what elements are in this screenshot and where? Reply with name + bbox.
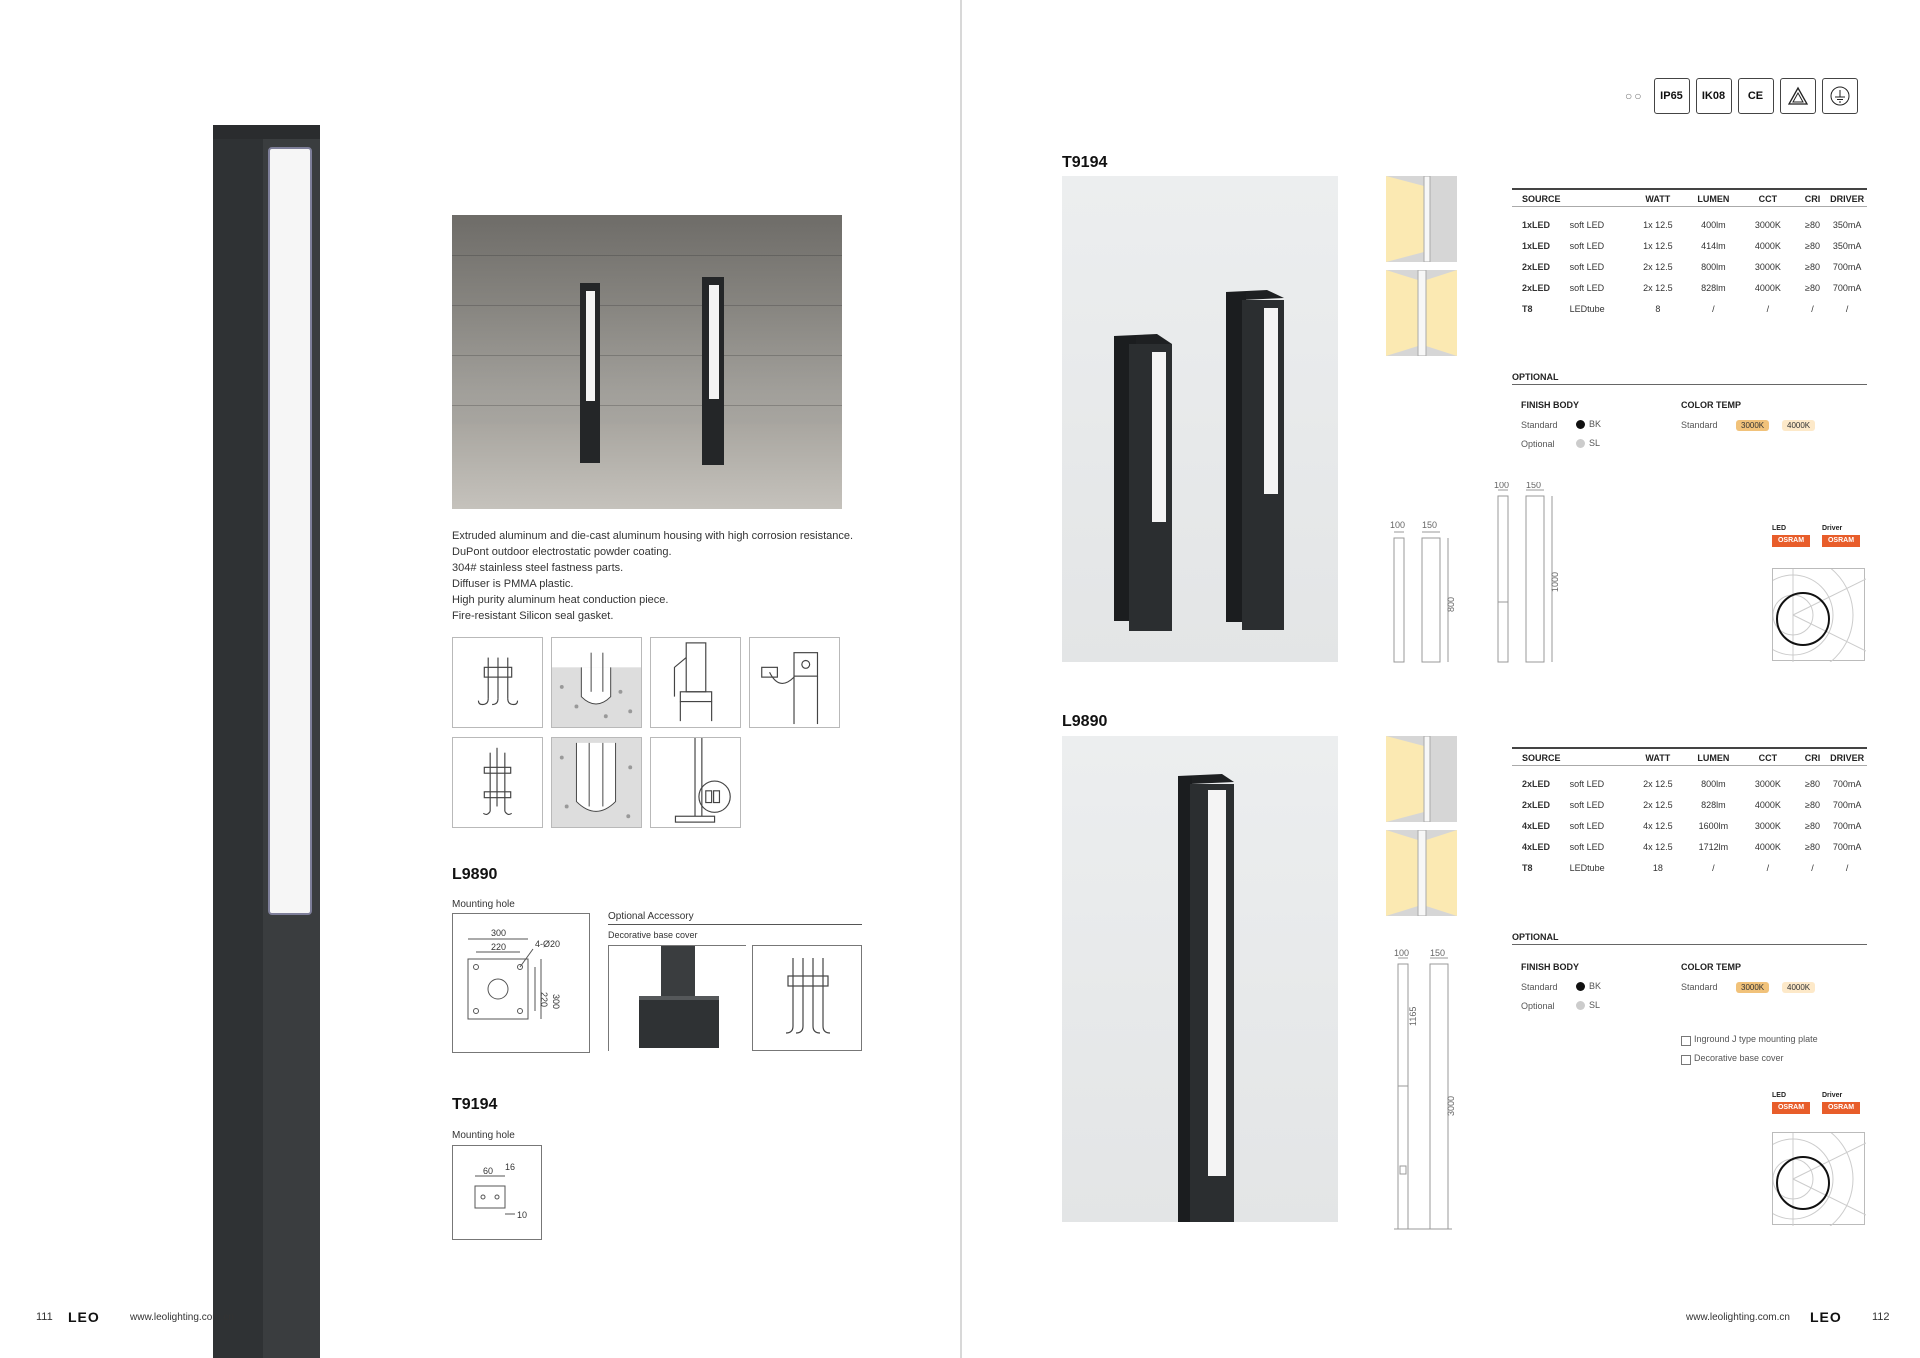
brand-logo: LEO xyxy=(68,1309,100,1325)
l9890-beam-pattern-single xyxy=(1386,736,1457,822)
t9194-mounting-label: Mounting hole xyxy=(452,1130,515,1141)
cct-3000k-chip: 3000K xyxy=(1736,420,1769,431)
optional-label: Optional xyxy=(1521,439,1555,449)
decorative-base-label: Decorative base cover xyxy=(608,930,698,940)
feature-line: Fire-resistant Silicon seal gasket. xyxy=(452,610,614,622)
page-number-left: 111 xyxy=(36,1311,53,1323)
t9194-mounting-title: T9194 xyxy=(452,1096,498,1113)
finish-body-label: FINISH BODY xyxy=(1521,962,1580,972)
feature-line: Extruded aluminum and die-cast aluminum housing with high corrosion resistance. xyxy=(452,530,854,542)
t9194-optional-title: OPTIONAL xyxy=(1512,372,1867,385)
dim-side-inner: 220 xyxy=(539,992,549,1008)
t9194-dimension-drawing xyxy=(1388,482,1568,668)
led-brand-label: LED xyxy=(1772,1092,1786,1099)
dim-h2: 3000 xyxy=(1446,1095,1456,1116)
pole-shadow-side xyxy=(213,139,263,1358)
base-cover-label: Decorative base cover xyxy=(1694,1053,1784,1063)
spec-row: 2xLED soft LED 2x 12.5 800lm 3000K ≥80 700mA xyxy=(1522,262,1862,272)
class-dots-icon: ○○ xyxy=(1625,89,1644,103)
feature-line: High purity aluminum heat conduction piece. xyxy=(452,594,669,606)
dim-w1: 100 xyxy=(1390,520,1406,530)
standard-label: Standard xyxy=(1521,982,1558,992)
finish-bk-option: BK xyxy=(1576,981,1601,991)
l9890-beam-pattern-double xyxy=(1386,830,1457,916)
dim-a: 60 xyxy=(483,1166,494,1176)
dim-w2b: 150 xyxy=(1526,482,1542,490)
cct-4000k-chip: 4000K xyxy=(1782,420,1815,431)
foundation-section-diagram xyxy=(551,737,642,828)
osram-led-logo: OSRAM xyxy=(1772,535,1810,547)
decorative-base-image xyxy=(608,945,746,1051)
spec-row: T8 LEDtube 18 / / / / xyxy=(1522,863,1849,873)
driver-brand-label: Driver xyxy=(1822,1092,1843,1099)
beam-pattern-single xyxy=(1386,176,1457,262)
brand-logo-right: LEO xyxy=(1810,1309,1842,1325)
spec-header-row: SOURCE WATT LUMEN CCT CRI DRIVER xyxy=(1512,188,1867,207)
l9890-polar-diagram xyxy=(1772,1132,1865,1225)
standard-label: Standard xyxy=(1521,420,1558,430)
cct-standard-label: Standard xyxy=(1681,420,1718,430)
t9194-product-photo xyxy=(1062,176,1338,662)
t9194-spec-table xyxy=(1512,188,1867,320)
installation-photo xyxy=(452,215,842,509)
finish-sl-option: SL xyxy=(1576,1000,1600,1010)
feature-line: 304# stainless steel fastness parts. xyxy=(452,562,624,574)
spec-row: 2xLED soft LED 2x 12.5 828lm 4000K ≥80 700mA xyxy=(1522,800,1862,810)
product-title-t9194: T9194 xyxy=(1062,154,1108,171)
finish-body-label: FINISH BODY xyxy=(1521,400,1580,410)
color-temp-label: COLOR TEMP xyxy=(1681,962,1741,972)
dim-outer: 300 xyxy=(491,928,507,938)
l9890-spec-table xyxy=(1512,747,1867,879)
spec-row: 1xLED soft LED 1x 12.5 400lm 3000K ≥80 350mA xyxy=(1522,220,1862,230)
dim-inner: 220 xyxy=(491,942,507,952)
spec-row: 1xLED soft LED 1x 12.5 414lm 4000K ≥80 350mA xyxy=(1522,241,1862,251)
finish-sl-option: SL xyxy=(1576,438,1600,448)
driver-brand-label: Driver xyxy=(1822,525,1843,532)
osram-driver-logo: OSRAM xyxy=(1822,1102,1860,1114)
l9890-dimension-drawing xyxy=(1390,946,1470,1236)
spec-header-row: SOURCE WATT LUMEN CCT CRI DRIVER xyxy=(1512,747,1867,766)
color-temp-label: COLOR TEMP xyxy=(1681,400,1741,410)
feature-line: Diffuser is PMMA plastic. xyxy=(452,578,574,590)
class-ii-icon xyxy=(1780,78,1816,114)
l9890-optional-title: OPTIONAL xyxy=(1512,932,1867,945)
base-cover-checkbox[interactable] xyxy=(1681,1055,1691,1065)
dim-holes: 4-Ø20 xyxy=(535,939,561,949)
osram-driver-logo: OSRAM xyxy=(1822,535,1860,547)
t9194-polar-diagram xyxy=(1772,568,1865,661)
terminal-block-diagram xyxy=(650,737,741,828)
spec-row: 4xLED soft LED 4x 12.5 1712lm 4000K ≥80 700mA xyxy=(1522,842,1862,852)
feature-line: DuPont outdoor electrostatic powder coating. xyxy=(452,546,672,558)
anchor-bolt-diagram xyxy=(452,637,543,728)
dim-b: 16 xyxy=(505,1162,516,1172)
cct-3000k-chip: 3000K xyxy=(1736,982,1769,993)
certification-row xyxy=(1625,78,1858,114)
product-title-l9890: L9890 xyxy=(1062,713,1108,730)
l9890-product-photo xyxy=(1062,736,1338,1222)
page-number-right: 112 xyxy=(1872,1311,1890,1323)
ce-badge: CE xyxy=(1738,78,1774,114)
base-mounting-diagram xyxy=(650,637,741,728)
ip65-badge: IP65 xyxy=(1654,78,1690,114)
led-brand-label: LED xyxy=(1772,525,1786,532)
optional-label: Optional xyxy=(1521,1001,1555,1011)
website-url: www.leolighting.com.cn xyxy=(130,1312,234,1323)
finish-bk-option: BK xyxy=(1576,419,1601,429)
l9890-mounting-label: Mounting hole xyxy=(452,899,515,910)
bolt-cage-diagram xyxy=(452,737,543,828)
pole-top-cap xyxy=(213,125,320,139)
t9194-mounting-drawing xyxy=(452,1145,542,1240)
dim-side-outer: 300 xyxy=(551,994,561,1010)
base-bolt-diagram xyxy=(752,945,862,1051)
concrete-foundation-diagram xyxy=(551,637,642,728)
inground-plate-checkbox[interactable] xyxy=(1681,1036,1691,1046)
website-url-right: www.leolighting.com.cn xyxy=(1686,1312,1790,1323)
osram-led-logo: OSRAM xyxy=(1772,1102,1810,1114)
feature-description xyxy=(452,528,872,624)
ground-icon xyxy=(1822,78,1858,114)
cct-standard-label: Standard xyxy=(1681,982,1718,992)
pole-diffuser-window xyxy=(268,147,312,915)
dim-w1b: 100 xyxy=(1494,482,1510,490)
ik08-badge: IK08 xyxy=(1696,78,1732,114)
dim-w2: 150 xyxy=(1430,948,1446,958)
dim-h1: 800 xyxy=(1446,596,1456,612)
spec-row: T8 LEDtube 8 / / / / xyxy=(1522,304,1849,314)
dim-w2: 150 xyxy=(1422,520,1438,530)
wiring-diagram xyxy=(749,637,840,728)
optional-accessory-label: Optional Accessory xyxy=(608,911,694,922)
page-spine xyxy=(960,0,962,1358)
cct-4000k-chip: 4000K xyxy=(1782,982,1815,993)
beam-pattern-double xyxy=(1386,270,1457,356)
inground-plate-label: Inground J type mounting plate xyxy=(1694,1034,1818,1044)
l9890-mounting-drawing xyxy=(452,913,590,1053)
l9890-mounting-title: L9890 xyxy=(452,866,498,883)
spec-row: 2xLED soft LED 2x 12.5 828lm 4000K ≥80 700mA xyxy=(1522,283,1862,293)
spec-row: 4xLED soft LED 4x 12.5 1600lm 3000K ≥80 700mA xyxy=(1522,821,1862,831)
dim-h1: 1165 xyxy=(1408,1006,1418,1026)
spec-row: 2xLED soft LED 2x 12.5 800lm 3000K ≥80 700mA xyxy=(1522,779,1862,789)
dim-h2: 1000 xyxy=(1550,571,1560,592)
dim-w1: 100 xyxy=(1394,948,1410,958)
dim-c: 10 xyxy=(517,1210,528,1220)
